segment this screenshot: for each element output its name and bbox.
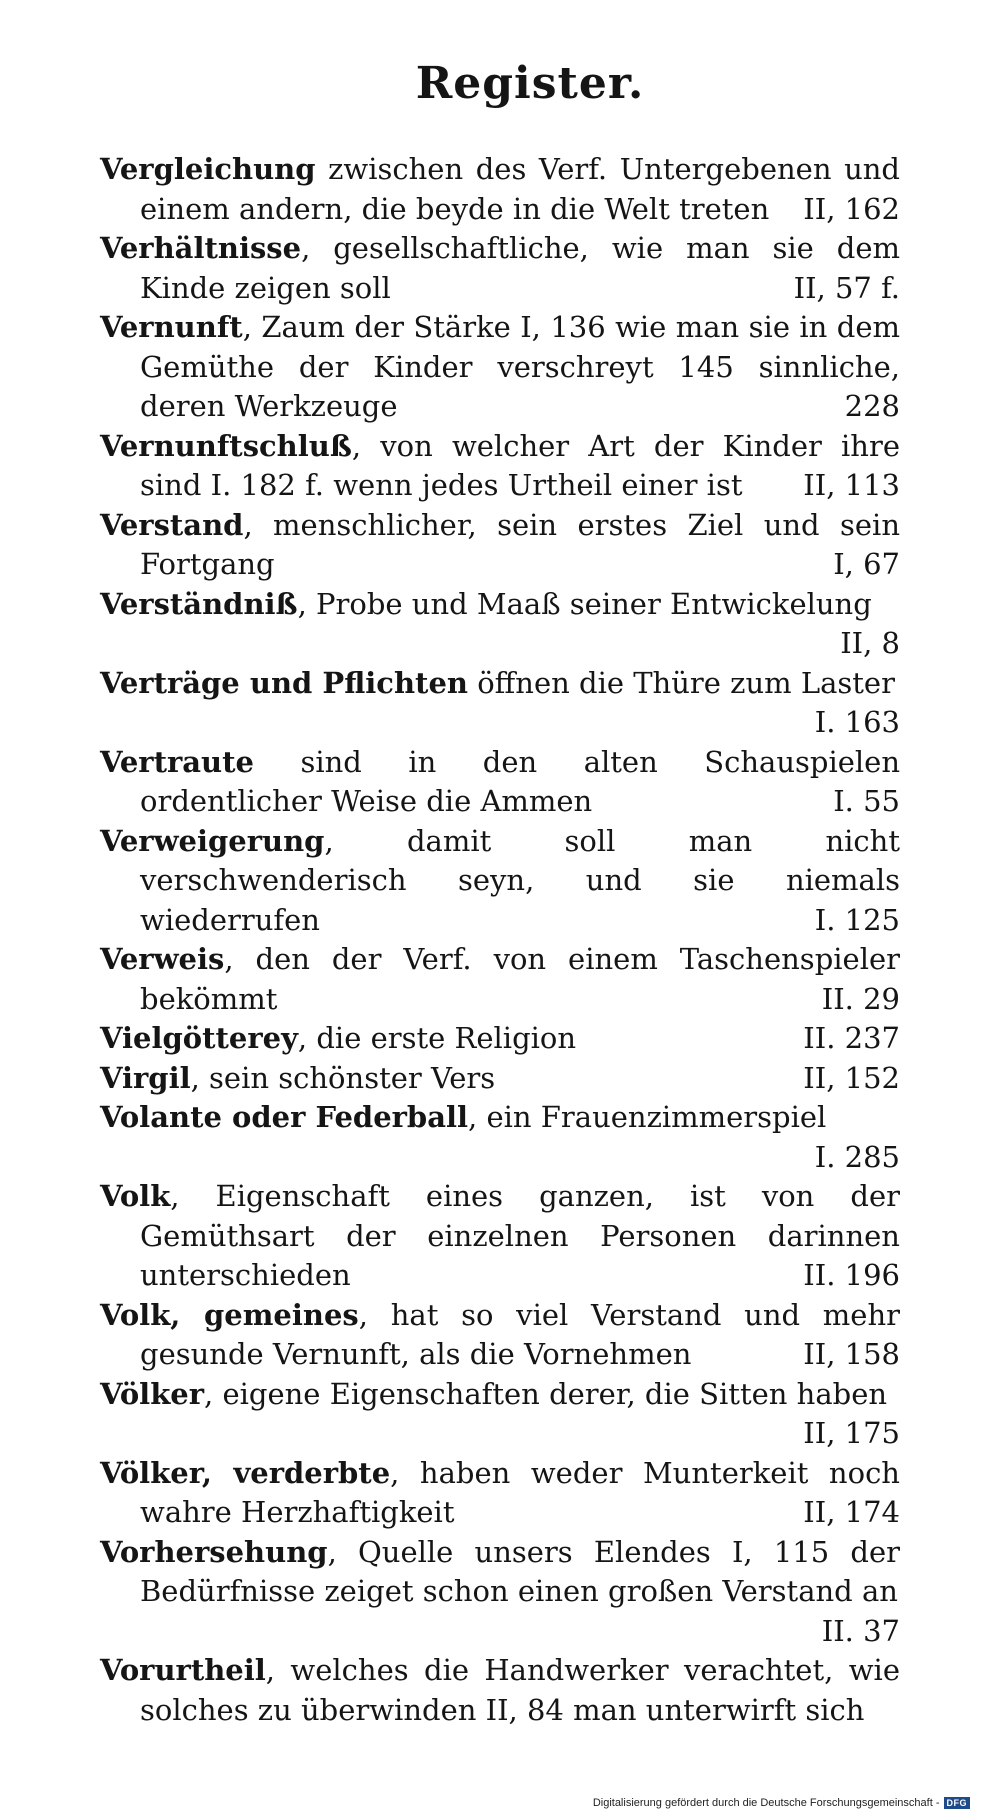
entry-page-ref: I. 125 xyxy=(814,902,900,937)
entry-headword: Vernunftschluß xyxy=(100,428,352,463)
register-entry xyxy=(100,506,900,585)
entry-headword: Volk xyxy=(100,1179,171,1213)
entry-text: , ein Frauenzimmerspiel xyxy=(468,1100,827,1134)
entry-headword: Völker, verderbte xyxy=(100,1455,391,1490)
entry-headword: Völker xyxy=(100,1376,205,1411)
entry-page-ref: II, 162 xyxy=(803,191,900,226)
entry-text: , gesellschaftliche, wie man sie dem Kinde zeigen soll xyxy=(140,231,900,305)
entry-headword: Vertraute xyxy=(100,744,254,779)
register-entry xyxy=(100,664,900,743)
entry-page-ref: II. 29 xyxy=(821,981,900,1016)
entry-text: , haben weder Munterkeit noch wahre Herzhaftigkeit xyxy=(140,1455,900,1529)
entry-text: , sein schönster Vers xyxy=(190,1060,496,1095)
register-entry xyxy=(100,150,900,229)
entry-text: , den der Verf. von einem Taschenspieler bekömmt xyxy=(140,942,900,1016)
entry-headword: Vernunft xyxy=(100,310,243,344)
entry-text: , hat so viel Verstand und mehr gesunde Vernunft, als die Vornehmen xyxy=(140,1297,901,1371)
register-entry xyxy=(100,1098,900,1177)
entry-headword: Vielgötterey xyxy=(100,1021,298,1055)
register-entry xyxy=(100,1296,900,1375)
page-title: Register. xyxy=(415,58,645,109)
register-entry xyxy=(100,743,900,822)
entry-page-ref: II, 152 xyxy=(803,1060,900,1095)
footer-credit-text: Digitalisierung gefördert durch die Deutsche Forschungsgemeinschaft - xyxy=(592,1797,940,1809)
entry-text: sind in den alten Schauspielen ordentlicher Weise die Ammen xyxy=(140,744,900,818)
entry-page-ref: I, 67 xyxy=(833,547,900,581)
register-entry xyxy=(100,229,900,308)
entry-page-ref: I. 163 xyxy=(814,705,900,739)
register-entries xyxy=(100,150,900,1730)
dfg-logo: DFG xyxy=(944,1797,971,1809)
register-entry xyxy=(100,1454,900,1533)
register-entry xyxy=(100,1533,900,1652)
entry-text: , Eigenschaft eines ganzen, ist von der Gemüthsart der einzelnen Personen darinnen unterschieden xyxy=(140,1179,900,1292)
entry-text: , damit soll man nicht verschwenderisch seyn, und sie niemals wiederrufen xyxy=(140,823,900,937)
entry-text: zwischen des Verf. Untergebenen und einem andern, die beyde in die Welt treten xyxy=(140,152,900,226)
entry-headword: Verträge und Pflichten xyxy=(100,665,468,700)
register-entry xyxy=(100,308,900,427)
entry-text: , menschlicher, sein erstes Ziel und sein Fortgang xyxy=(140,507,900,581)
entry-headword: Verhältnisse xyxy=(100,231,302,265)
entry-page-ref: II, 8 xyxy=(840,626,900,660)
entry-headword: Volk, gemeines xyxy=(100,1297,359,1332)
register-entry xyxy=(100,1651,900,1730)
register-entry xyxy=(100,1019,900,1059)
entry-page-ref: II. 237 xyxy=(803,1021,900,1055)
entry-page-ref: I. 285 xyxy=(814,1139,900,1174)
entry-headword: Vergleichung xyxy=(100,152,316,186)
register-entry xyxy=(100,940,900,1019)
entry-text: , eigene Eigenschaften derer, die Sitten haben xyxy=(204,1376,888,1411)
entry-text: öffnen die Thüre zum Laster xyxy=(467,665,895,700)
entry-page-ref: 228 xyxy=(844,389,900,423)
entry-headword: Vorurtheil xyxy=(100,1653,266,1687)
entry-page-ref: I. 55 xyxy=(833,784,900,818)
entry-page-ref: II, 158 xyxy=(803,1337,900,1371)
entry-headword: Verstand xyxy=(100,507,244,542)
entry-text: , Zaum der Stärke I, 136 wie man sie in dem Gemüthe der Kinder verschreyt 145 sinnliche, deren Werkzeuge xyxy=(140,310,900,423)
entry-page-ref: II. 37 xyxy=(821,1613,900,1648)
register-entry xyxy=(100,1177,900,1296)
register-entry xyxy=(100,585,900,664)
entry-headword: Volante oder Federball xyxy=(100,1100,469,1134)
entry-text: , die erste Religion xyxy=(297,1021,577,1055)
entry-page-ref: II, 113 xyxy=(803,468,900,502)
entry-text: , von welcher Art der Kinder ihre sind I. 182 f. wenn jedes Urtheil einer ist xyxy=(140,428,900,502)
register-entry xyxy=(100,1059,900,1099)
entry-headword: Verständniß xyxy=(100,586,298,621)
register-entry xyxy=(100,822,900,941)
entry-text: , Quelle unsers Elendes I, 115 der Bedürfnisse zeiget schon einen großen Verstand an xyxy=(140,1534,900,1608)
entry-headword: Vorhersehung xyxy=(100,1534,328,1569)
entry-text: , Probe und Maaß seiner Entwickelung xyxy=(297,586,872,621)
entry-text: , welches die Handwerker verachtet, wie solches zu überwinden II, 84 man unterwirft sich xyxy=(140,1653,900,1727)
entry-page-ref: II, 175 xyxy=(803,1416,900,1450)
entry-page-ref: II. 196 xyxy=(803,1258,900,1292)
entry-headword: Virgil xyxy=(100,1060,191,1095)
register-entry xyxy=(100,427,900,506)
digitization-footer xyxy=(593,1797,970,1809)
entry-headword: Verweigerung xyxy=(100,823,325,858)
entry-headword: Verweis xyxy=(100,942,225,976)
register-entry xyxy=(100,1375,900,1454)
entry-page-ref: II, 174 xyxy=(803,1495,900,1529)
entry-page-ref: II, 57 f. xyxy=(793,270,900,305)
